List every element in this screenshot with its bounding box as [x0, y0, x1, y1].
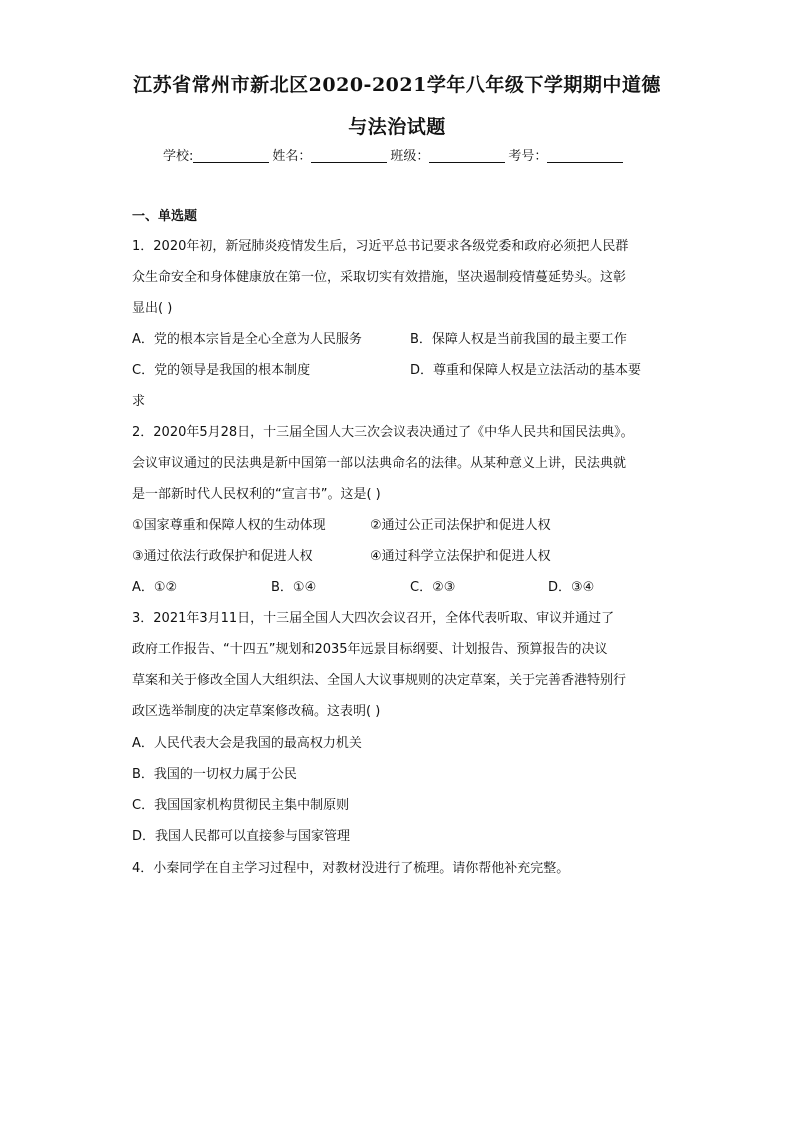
name-label: 姓名：: [272, 149, 312, 164]
name-blank[interactable]: [311, 148, 387, 163]
section-title: 一、单选题: [132, 209, 198, 224]
q2-item-2: ②通过公正司法保护和促进人权: [370, 518, 551, 533]
q3-line-3: 草案和关于修改全国人大组织法、全国人大议事规则的决定草案，关于完善香港特别行: [132, 673, 627, 688]
q3-line-2: 政府工作报告、“十四五”规划和2035年远景目标纲要、计划报告、预算报告的决议: [132, 642, 608, 657]
q3-line-4: 政区选举制度的决定草案修改稿。这表明( ): [132, 704, 381, 719]
q2-line-1: 2．2020年5月28日，十三届全国人大三次会议表决通过了《中华人民共和国民法典》。: [132, 425, 634, 440]
q3-option-d: D．我国人民都可以直接参与国家管理: [132, 829, 351, 844]
q1-option-d: D．尊重和保障人权是立法活动的基本要: [410, 363, 642, 378]
q2-option-a: A．①②: [132, 580, 178, 595]
q3-option-a: A．人民代表大会是我国的最高权力机关: [132, 736, 362, 751]
exam-no-blank[interactable]: [547, 148, 623, 163]
class-blank[interactable]: [429, 148, 505, 163]
school-blank[interactable]: [193, 148, 269, 163]
q2-item-3: ③通过依法行政保护和促进人权: [132, 549, 313, 564]
exam-title-line2: 与法治试题: [348, 116, 446, 138]
q2-option-b: B．①④: [271, 580, 317, 595]
q3-option-b: B．我国的一切权力属于公民: [132, 767, 297, 782]
class-label: 班级：: [390, 149, 430, 164]
q2-line-2: 会议审议通过的民法典是新中国第一部以法典命名的法律。从某种意义上讲，民法典就: [132, 456, 627, 471]
school-label: 学校:: [163, 149, 194, 164]
q1-option-c: C．党的领导是我国的根本制度: [132, 363, 311, 378]
q2-item-4: ④通过科学立法保护和促进人权: [370, 549, 551, 564]
q2-line-3: 是一部新时代人民权利的“宣言书”。这是( ): [132, 487, 381, 502]
exam-title-line1: 江苏省常州市新北区2020-2021学年八年级下学期期中道德: [133, 74, 661, 96]
q3-option-c: C．我国国家机构贯彻民主集中制原则: [132, 798, 350, 813]
q2-option-d: D．③④: [548, 580, 595, 595]
q1-option-d-continued: 求: [132, 394, 146, 409]
q2-option-c: C．②③: [410, 580, 456, 595]
q3-line-1: 3．2021年3月11日，十三届全国人大四次会议召开，全体代表听取、审议并通过了: [132, 611, 615, 626]
exam-no-label: 考号：: [508, 149, 548, 164]
q1-line-1: 1．2020年初，新冠肺炎疫情发生后，习近平总书记要求各级党委和政府必须把人民群: [132, 239, 629, 254]
q2-item-1: ①国家尊重和保障人权的生动体现: [132, 518, 326, 533]
q1-line-3: 显出( ): [132, 301, 173, 316]
q4-line-1: 4．小秦同学在自主学习过程中，对教材没进行了梳理。请你帮他补充完整。: [132, 861, 570, 876]
q1-option-a: A．党的根本宗旨是全心全意为人民服务: [132, 332, 362, 347]
q1-line-2: 众生命安全和身体健康放在第一位，采取切实有效措施，坚决遏制疫情蔓延势头。这彰: [132, 270, 627, 285]
student-info-row: [163, 145, 626, 164]
q1-option-b: B．保障人权是当前我国的最主要工作: [410, 332, 627, 347]
